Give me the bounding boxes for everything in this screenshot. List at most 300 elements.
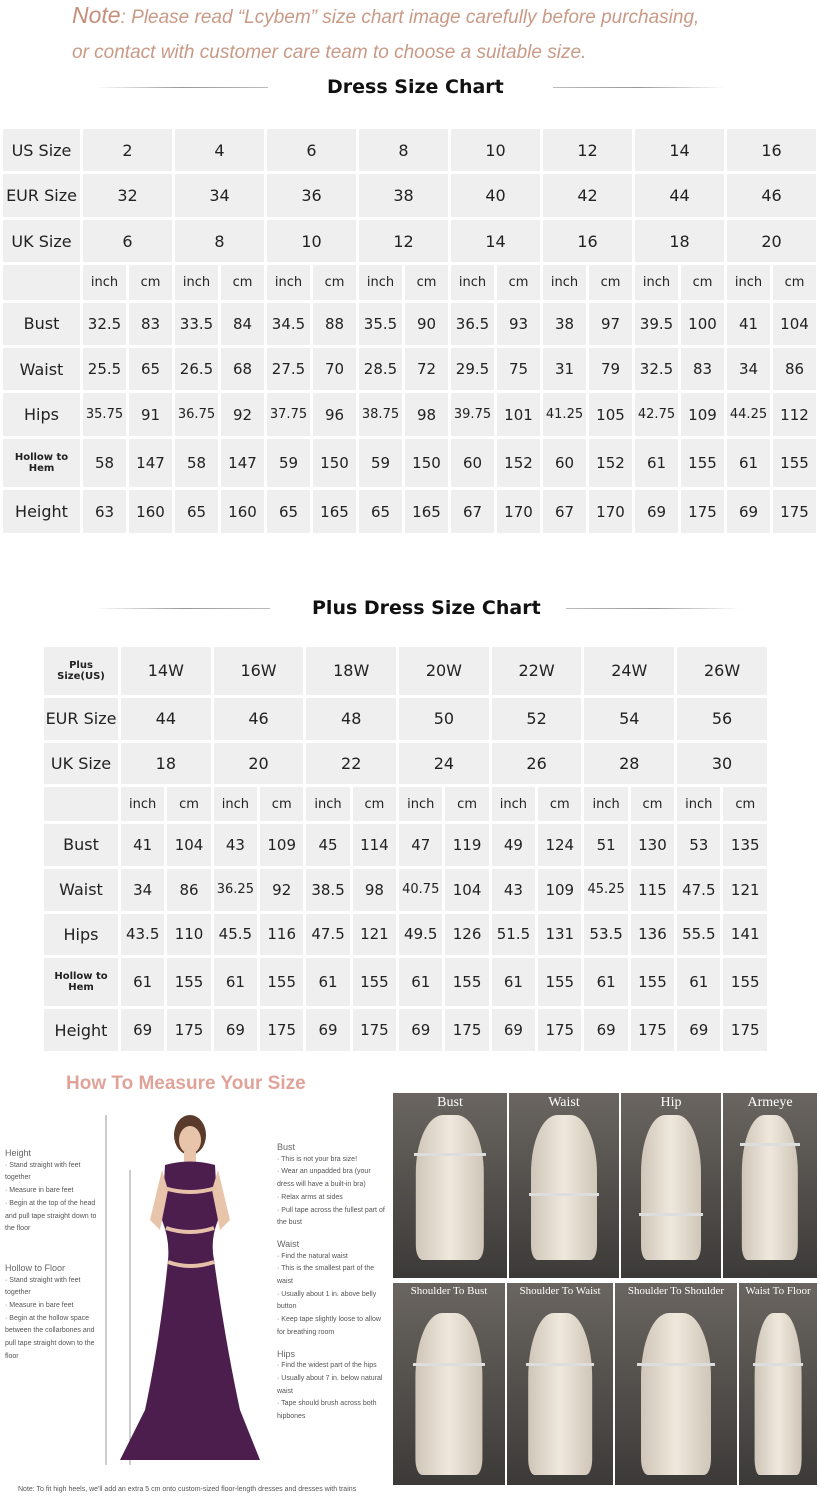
photo-caption: Waist	[548, 1095, 580, 1110]
measure-cell: 98	[351, 867, 397, 912]
measure-cell: 93	[496, 301, 542, 346]
dress-chart-title: Dress Size Chart	[327, 76, 504, 98]
dress-size-table	[0, 126, 819, 536]
photo-caption: Armeye	[747, 1095, 793, 1110]
size-cell: 4	[174, 128, 266, 173]
note-line-2: or contact with customer care team to choose a suitable size.	[72, 42, 587, 63]
size-cell: 2	[82, 128, 174, 173]
measure-cell: 98	[404, 392, 450, 437]
size-cell: 24W	[583, 646, 676, 697]
size-cell: 22W	[490, 646, 583, 697]
unit-cell: cm	[259, 786, 305, 823]
measure-cell: 175	[680, 489, 726, 535]
size-cell: 14	[450, 218, 542, 263]
row-label: EUR Size	[2, 173, 82, 218]
size-cell: 14W	[120, 646, 213, 697]
measure-cell: 45.5	[212, 912, 258, 957]
measure-cell: 63	[82, 489, 128, 535]
measure-cell: 31	[542, 346, 588, 391]
row-label: Hollow to Hem	[43, 957, 120, 1008]
measure-cell: 61	[120, 957, 166, 1008]
measure-cell: 160	[128, 489, 174, 535]
measure-cell: 90	[404, 301, 450, 346]
measure-cell: 104	[166, 823, 212, 868]
row-label: US Size	[2, 128, 82, 173]
measure-cell: 41	[726, 301, 772, 346]
measure-cell: 116	[259, 912, 305, 957]
measure-cell: 53.5	[583, 912, 629, 957]
size-cell: 38	[358, 173, 450, 218]
measure-row	[43, 867, 769, 912]
measure-cell: 92	[259, 867, 305, 912]
measure-cell: 36.75	[174, 392, 220, 437]
size-cell: 52	[490, 696, 583, 741]
measure-cell: 86	[166, 867, 212, 912]
row-label: Hollow to Hem	[2, 437, 82, 489]
size-cell: 12	[358, 218, 450, 263]
size-cell: 26W	[676, 646, 769, 697]
measure-row	[43, 823, 769, 868]
measure-cell: 165	[312, 489, 358, 535]
unit-cell: inch	[266, 264, 312, 301]
measure-cell: 37.75	[266, 392, 312, 437]
measurement-photo	[723, 1093, 817, 1278]
size-row	[2, 128, 818, 173]
measure-cell: 69	[490, 1008, 536, 1053]
how-to-measure-title: How To Measure Your Size	[66, 1073, 306, 1094]
measure-cell: 109	[680, 392, 726, 437]
row-label: Hips	[43, 912, 120, 957]
size-cell: 26	[490, 741, 583, 786]
note-item: · Find the widest part of the hips	[277, 1362, 377, 1370]
measure-cell: 41.25	[542, 392, 588, 437]
plus-chart-title: Plus Dress Size Chart	[312, 597, 541, 619]
measure-cell: 69	[120, 1008, 166, 1053]
unit-cell: inch	[583, 786, 629, 823]
note-item: · Find the natural waist	[277, 1252, 348, 1260]
measure-cell: 43.5	[120, 912, 166, 957]
size-cell: 20	[726, 218, 818, 263]
measure-cell: 32.5	[634, 346, 680, 391]
measure-cell: 69	[726, 489, 772, 535]
row-label: Waist	[2, 346, 82, 391]
size-cell: 16	[542, 218, 634, 263]
measure-cell: 152	[588, 437, 634, 489]
measuring-tape	[753, 1363, 803, 1366]
measure-cell: 109	[259, 823, 305, 868]
row-label: UK Size	[2, 218, 82, 263]
unit-row	[43, 786, 769, 823]
spacer	[277, 1340, 387, 1348]
unit-cell: cm	[629, 786, 675, 823]
size-cell: 16	[726, 128, 818, 173]
unit-cell: inch	[676, 786, 722, 823]
measure-cell: 38.75	[358, 392, 404, 437]
measure-row	[43, 957, 769, 1008]
measure-cell: 131	[537, 912, 583, 957]
size-cell: 8	[174, 218, 266, 263]
measure-row	[2, 301, 818, 346]
unit-cell: cm	[351, 786, 397, 823]
dress-form	[528, 1313, 592, 1475]
measure-cell: 155	[351, 957, 397, 1008]
measure-cell: 121	[722, 867, 769, 912]
measure-cell: 155	[166, 957, 212, 1008]
unit-cell: cm	[220, 264, 266, 301]
measure-cell: 61	[490, 957, 536, 1008]
measure-cell: 170	[496, 489, 542, 535]
measure-cell: 69	[583, 1008, 629, 1053]
footnote: Note: To fit high heels, we'll add an extra 5 cm onto custom-sized floor-length dresses and dresses with trains	[18, 1486, 357, 1493]
measure-cell: 104	[772, 301, 818, 346]
measure-cell: 72	[404, 346, 450, 391]
measure-cell: 104	[444, 867, 490, 912]
measure-cell: 150	[312, 437, 358, 489]
photo-caption: Bust	[437, 1095, 463, 1110]
note-item: · Relax arms at sides	[277, 1193, 343, 1201]
measure-cell: 55.5	[676, 912, 722, 957]
photo-caption: Shoulder To Waist	[519, 1285, 601, 1297]
dress-form	[531, 1115, 597, 1260]
measure-cell: 75	[496, 346, 542, 391]
size-cell: 20	[212, 741, 305, 786]
note-item: · Tape should brush across both hipbones	[277, 1400, 377, 1421]
note-item: · Measure in bare feet	[5, 1187, 74, 1195]
size-cell: 12	[542, 128, 634, 173]
measure-cell: 34	[726, 346, 772, 391]
note-heading: Height	[5, 1148, 32, 1158]
photo-caption: Shoulder To Bust	[410, 1285, 488, 1297]
how-to-right-notes	[277, 1141, 387, 1432]
measure-cell: 155	[537, 957, 583, 1008]
spacer	[277, 1424, 387, 1432]
measurement-photo	[615, 1283, 737, 1485]
unit-cell: cm	[537, 786, 583, 823]
measure-row	[43, 1008, 769, 1053]
measure-cell: 147	[128, 437, 174, 489]
measure-cell: 67	[450, 489, 496, 535]
size-cell: 16W	[212, 646, 305, 697]
note-line-1: Note: Please read “Lcybem” size chart image carefully before purchasing,	[72, 2, 700, 28]
row-label	[2, 264, 82, 301]
size-cell: 18W	[305, 646, 398, 697]
measure-cell: 86	[772, 346, 818, 391]
measure-cell: 155	[680, 437, 726, 489]
measure-cell: 29.5	[450, 346, 496, 391]
size-row	[43, 646, 769, 697]
unit-cell: inch	[358, 264, 404, 301]
divider	[95, 87, 268, 88]
measure-cell: 69	[676, 1008, 722, 1053]
measure-cell: 84	[220, 301, 266, 346]
size-cell: 6	[266, 128, 358, 173]
measure-cell: 47.5	[676, 867, 722, 912]
unit-cell: inch	[634, 264, 680, 301]
measure-cell: 83	[128, 301, 174, 346]
row-label: Hips	[2, 392, 82, 437]
dress-form	[641, 1313, 711, 1475]
measure-cell: 61	[583, 957, 629, 1008]
photo-caption: Shoulder To Shoulder	[627, 1285, 725, 1297]
measure-cell: 126	[444, 912, 490, 957]
unit-cell: cm	[444, 786, 490, 823]
measurement-photo	[739, 1283, 817, 1485]
dress-form	[742, 1115, 798, 1260]
measure-cell: 43	[490, 867, 536, 912]
measure-cell: 34	[120, 867, 166, 912]
measure-cell: 59	[266, 437, 312, 489]
unit-cell: inch	[212, 786, 258, 823]
measure-cell: 175	[166, 1008, 212, 1053]
spacer	[5, 1236, 105, 1262]
size-cell: 40	[450, 173, 542, 218]
measure-cell: 121	[351, 912, 397, 957]
row-label	[43, 786, 120, 823]
measure-cell: 58	[174, 437, 220, 489]
measure-cell: 27.5	[266, 346, 312, 391]
measure-cell: 115	[629, 867, 675, 912]
unit-cell: inch	[82, 264, 128, 301]
unit-cell: inch	[305, 786, 351, 823]
measure-cell: 36.25	[212, 867, 258, 912]
note-item: · Stand straight with feet together	[5, 1161, 81, 1182]
size-cell: 10	[266, 218, 358, 263]
size-cell: 32	[82, 173, 174, 218]
row-label: Bust	[43, 823, 120, 868]
divider	[553, 87, 726, 88]
measure-cell: 47	[398, 823, 444, 868]
row-label: Height	[2, 489, 82, 535]
measure-cell: 35.75	[82, 392, 128, 437]
unit-cell: inch	[542, 264, 588, 301]
note-item: · Measure in bare feet	[5, 1302, 74, 1310]
row-label: Height	[43, 1008, 120, 1053]
size-cell: 44	[120, 696, 213, 741]
size-row	[2, 173, 818, 218]
measure-cell: 69	[634, 489, 680, 535]
measure-cell: 165	[404, 489, 450, 535]
unit-cell: cm	[128, 264, 174, 301]
measure-row	[2, 489, 818, 535]
measure-cell: 124	[537, 823, 583, 868]
measure-cell: 100	[680, 301, 726, 346]
measure-cell: 36.5	[450, 301, 496, 346]
measure-cell: 175	[444, 1008, 490, 1053]
note-item: · Pull tape across the fullest part of the bust	[277, 1206, 385, 1227]
unit-cell: inch	[398, 786, 444, 823]
measuring-tape	[413, 1363, 485, 1366]
dress-form	[416, 1115, 484, 1260]
dress-form	[755, 1313, 802, 1475]
dress-model-illustration	[90, 1110, 290, 1480]
measuring-tape	[637, 1363, 715, 1366]
dress-form	[641, 1115, 701, 1260]
measure-cell: 40.75	[398, 867, 444, 912]
measure-cell: 91	[128, 392, 174, 437]
measure-cell: 101	[496, 392, 542, 437]
measure-cell: 96	[312, 392, 358, 437]
measure-cell: 47.5	[305, 912, 351, 957]
measure-cell: 59	[358, 437, 404, 489]
measure-cell: 61	[398, 957, 444, 1008]
measure-cell: 35.5	[358, 301, 404, 346]
measure-cell: 67	[542, 489, 588, 535]
measure-cell: 119	[444, 823, 490, 868]
size-cell: 22	[305, 741, 398, 786]
measure-cell: 49.5	[398, 912, 444, 957]
size-cell: 54	[583, 696, 676, 741]
measure-cell: 175	[722, 1008, 769, 1053]
measure-cell: 61	[676, 957, 722, 1008]
size-row	[43, 741, 769, 786]
note-heading: Bust	[277, 1142, 296, 1152]
measure-cell: 175	[629, 1008, 675, 1053]
measure-cell: 136	[629, 912, 675, 957]
note-item: · Stand straight with feet together	[5, 1276, 81, 1297]
measure-cell: 155	[444, 957, 490, 1008]
measure-cell: 44.25	[726, 392, 772, 437]
measure-cell: 58	[82, 437, 128, 489]
unit-cell: inch	[490, 786, 536, 823]
measure-cell: 152	[496, 437, 542, 489]
measure-cell: 105	[588, 392, 634, 437]
size-row	[43, 696, 769, 741]
spacer	[277, 1230, 387, 1238]
unit-cell: inch	[726, 264, 772, 301]
size-cell: 48	[305, 696, 398, 741]
measure-cell: 69	[305, 1008, 351, 1053]
measure-cell: 175	[537, 1008, 583, 1053]
measure-cell: 61	[634, 437, 680, 489]
measure-cell: 51	[583, 823, 629, 868]
measure-cell: 150	[404, 437, 450, 489]
note-item: · Usually about 7 in. below natural waist	[277, 1374, 383, 1395]
measure-cell: 92	[220, 392, 266, 437]
measure-row	[43, 912, 769, 957]
measure-cell: 130	[629, 823, 675, 868]
measure-cell: 83	[680, 346, 726, 391]
row-label: Waist	[43, 867, 120, 912]
size-cell: 56	[676, 696, 769, 741]
measure-cell: 39.5	[634, 301, 680, 346]
measure-cell: 170	[588, 489, 634, 535]
unit-cell: inch	[450, 264, 496, 301]
size-cell: 34	[174, 173, 266, 218]
measure-cell: 25.5	[82, 346, 128, 391]
measure-cell: 147	[220, 437, 266, 489]
measure-cell: 61	[212, 957, 258, 1008]
measure-cell: 68	[220, 346, 266, 391]
how-to-left-notes	[5, 1147, 105, 1390]
unit-cell: cm	[404, 264, 450, 301]
row-label: Plus Size(US)	[43, 646, 120, 697]
measure-cell: 65	[266, 489, 312, 535]
size-cell: 44	[634, 173, 726, 218]
measure-cell: 155	[629, 957, 675, 1008]
row-label: Bust	[2, 301, 82, 346]
measure-cell: 155	[722, 957, 769, 1008]
note-item: · Begin at the top of the head and pull tape straight down to the floor	[5, 1199, 97, 1233]
measuring-tape	[740, 1143, 800, 1146]
size-cell: 6	[82, 218, 174, 263]
measure-cell: 38	[542, 301, 588, 346]
measurement-photo	[393, 1093, 507, 1278]
note-item: · Wear an unpadded bra (your dress will have a built-in bra)	[277, 1168, 371, 1189]
measure-cell: 32.5	[82, 301, 128, 346]
unit-cell: cm	[588, 264, 634, 301]
unit-row	[2, 264, 818, 301]
unit-cell: cm	[312, 264, 358, 301]
measure-cell: 114	[351, 823, 397, 868]
measure-row	[2, 392, 818, 437]
measure-cell: 49	[490, 823, 536, 868]
size-cell: 18	[634, 218, 726, 263]
measurement-photo	[507, 1283, 613, 1485]
measure-cell: 69	[398, 1008, 444, 1053]
measure-cell: 38.5	[305, 867, 351, 912]
unit-cell: cm	[680, 264, 726, 301]
measure-cell: 97	[588, 301, 634, 346]
measure-cell: 70	[312, 346, 358, 391]
measure-cell: 45	[305, 823, 351, 868]
size-cell: 46	[726, 173, 818, 218]
measure-cell: 51.5	[490, 912, 536, 957]
size-cell: 50	[398, 696, 491, 741]
row-label: EUR Size	[43, 696, 120, 741]
measure-cell: 175	[259, 1008, 305, 1053]
size-cell: 24	[398, 741, 491, 786]
size-cell: 46	[212, 696, 305, 741]
size-cell: 18	[120, 741, 213, 786]
divider	[566, 608, 741, 609]
measuring-tape	[639, 1213, 703, 1216]
size-cell: 42	[542, 173, 634, 218]
measure-cell: 43	[212, 823, 258, 868]
measure-cell: 34.5	[266, 301, 312, 346]
note-heading: Hollow to Floor	[5, 1262, 66, 1273]
size-cell: 10	[450, 128, 542, 173]
measure-cell: 41	[120, 823, 166, 868]
measure-cell: 53	[676, 823, 722, 868]
measure-cell: 45.25	[583, 867, 629, 912]
note-item: · This is not your bra size!	[277, 1155, 358, 1163]
photo-caption: Waist To Floor	[745, 1285, 811, 1297]
unit-cell: inch	[120, 786, 166, 823]
note-item: · Keep tape slightly loose to allow for breathing room	[277, 1316, 381, 1336]
measure-cell: 141	[722, 912, 769, 957]
measure-cell: 26.5	[174, 346, 220, 391]
note-heading: Hips	[277, 1348, 296, 1359]
measure-cell: 65	[174, 489, 220, 535]
measure-row	[2, 346, 818, 391]
size-cell: 30	[676, 741, 769, 786]
row-label: UK Size	[43, 741, 120, 786]
measure-cell: 175	[351, 1008, 397, 1053]
measure-cell: 88	[312, 301, 358, 346]
size-cell: 14	[634, 128, 726, 173]
measure-cell: 60	[450, 437, 496, 489]
note-item: · Usually about 1 in. above belly button	[277, 1290, 377, 1311]
measure-cell: 33.5	[174, 301, 220, 346]
measuring-tape	[529, 1193, 599, 1196]
note-item: · This is the smallest part of the waist	[277, 1265, 375, 1286]
measurement-photo	[393, 1283, 505, 1485]
plus-size-table	[41, 644, 770, 1054]
measure-cell: 110	[166, 912, 212, 957]
measure-cell: 69	[212, 1008, 258, 1053]
unit-cell: inch	[174, 264, 220, 301]
measure-cell: 109	[537, 867, 583, 912]
